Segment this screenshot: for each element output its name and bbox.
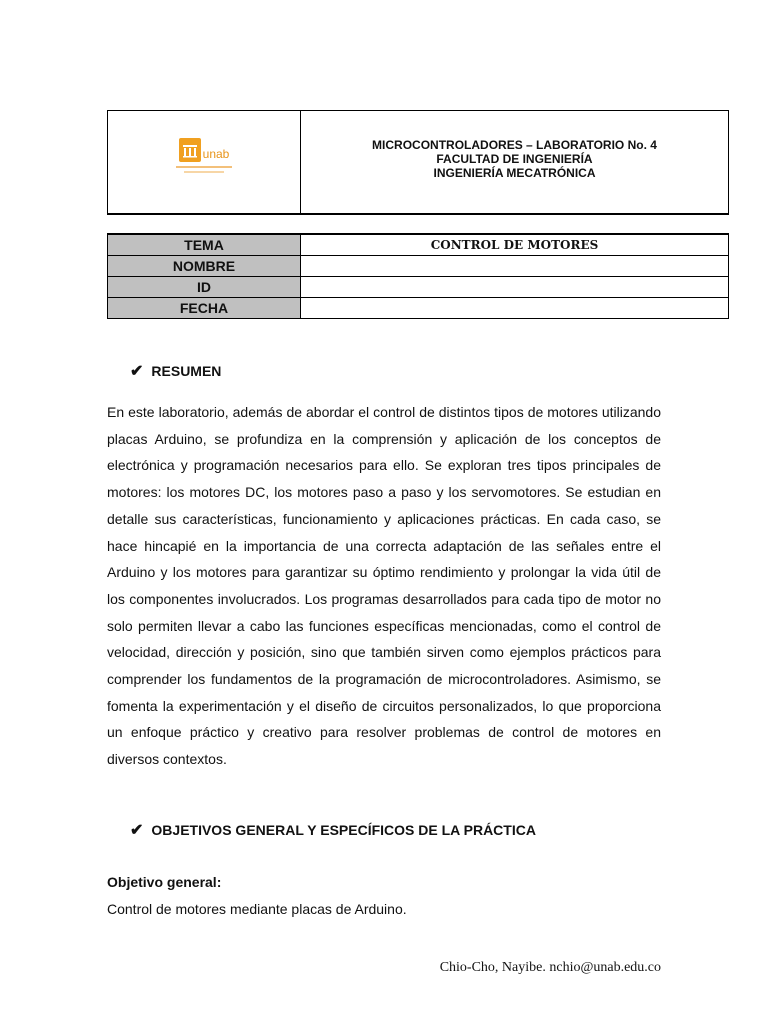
building-icon — [179, 138, 201, 162]
resumen-heading — [130, 361, 221, 381]
id-value — [301, 277, 729, 298]
tema-value: CONTROL DE MOTORES — [301, 234, 729, 256]
table-row — [108, 298, 729, 319]
nombre-label: NOMBRE — [108, 256, 301, 277]
document-header-table — [107, 110, 729, 215]
objetivos-heading — [130, 820, 536, 840]
id-label: ID — [108, 277, 301, 298]
nombre-value — [301, 256, 729, 277]
checkmark-icon: ✔ — [130, 822, 144, 839]
objetivo-general-label: Objetivo general: — [107, 874, 222, 890]
logo-wordmark: unab — [202, 146, 230, 161]
faculty-title: FACULTAD DE INGENIERÍA — [436, 152, 593, 166]
resumen-title: RESUMEN — [151, 363, 222, 379]
unab-logo — [176, 138, 232, 173]
table-row — [108, 256, 729, 277]
course-title: MICROCONTROLADORES – LABORATORIO No. 4 — [372, 138, 657, 152]
objetivos-title: OBJETIVOS GENERAL Y ESPECÍFICOS DE LA PRÁCTICA — [151, 822, 536, 838]
table-row — [108, 234, 729, 256]
logo-cell — [108, 111, 301, 213]
fecha-value — [301, 298, 729, 319]
program-title: INGENIERÍA MECATRÓNICA — [433, 166, 596, 180]
resumen-paragraph: En este laboratorio, además de abordar el control de distintos tipos de motores utilizando placas Arduino, se profundiza en la comprensión y aplicación de los conceptos de electrónica y programación necesarios para ello. Se exploran tres tipos principales de motores: los motores DC, los motores paso a paso y los servomotores. Se estudian en detalle sus características, funcionamiento y aplicaciones prácticas. En cada caso, se hace hincapié en la importancia de una correcta adaptación de las señales entre el Arduino y los motores para garantizar su óptimo rendimiento y prolongar la vida útil de los componentes involucrados. Los programas desarrollados para cada tipo de motor no solo permiten llevar a cabo las funciones específicas mencionadas, como el control de velocidad, dirección y posición, sino que también sirven como ejemplos prácticos para comprender los fundamentos de la programación de microcontroladores. Asimismo, se fomenta la experimentación y el diseño de circuitos personalizados, lo que proporciona un enfoque práctico y creativo para resolver problemas de control de motores en diversos contextos. — [107, 404, 661, 768]
objetivo-general-text: Control de motores mediante placas de Arduino. — [107, 901, 407, 917]
info-table — [107, 233, 729, 319]
footer-author: Chio-Cho, Nayibe. nchio@unab.edu.co — [439, 960, 661, 975]
fecha-label: FECHA — [108, 298, 301, 319]
checkmark-icon: ✔ — [130, 363, 144, 380]
table-row — [108, 277, 729, 298]
header-title-cell — [301, 105, 728, 213]
logo-tagline-line — [184, 171, 224, 173]
logo-tagline-line — [176, 166, 232, 168]
tema-label: TEMA — [108, 234, 301, 256]
